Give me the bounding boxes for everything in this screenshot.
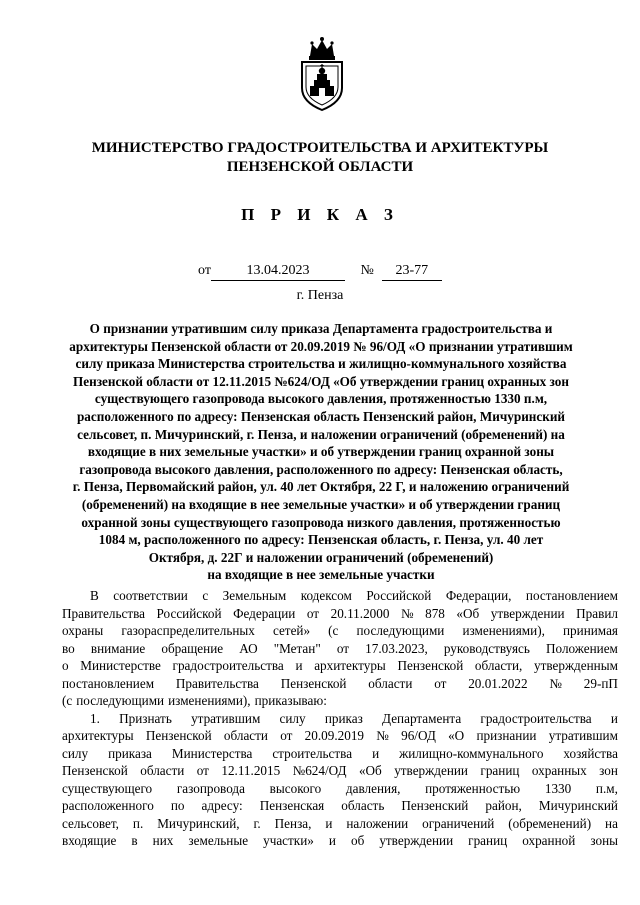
- body-text-line: [62, 797, 618, 815]
- body-word: земельные: [188, 833, 249, 848]
- body-word: г.: [253, 815, 261, 831]
- body-word: охранной: [522, 833, 576, 848]
- body-word: и: [328, 833, 336, 848]
- body-text-line: [62, 657, 618, 675]
- body-word: от: [196, 763, 209, 778]
- body-text-line: [62, 832, 618, 850]
- body-word: о: [62, 658, 69, 673]
- body-word: постановлением: [62, 675, 155, 691]
- body-word: принимая: [562, 623, 618, 638]
- body-word: 1.: [90, 710, 100, 726]
- body-word: градостроительства: [172, 658, 284, 673]
- body-text-line: [62, 605, 618, 623]
- body-word: Пензенской: [397, 658, 464, 673]
- body-word: «Об: [456, 605, 480, 621]
- body-word: приказ: [324, 710, 363, 726]
- subject-line: расположенного по адресу: Пензенская область Пензенский район, Мичуринский: [76, 408, 566, 424]
- body-word: изменениями),: [168, 693, 251, 708]
- body-word: Департамента: [382, 710, 462, 726]
- body-text-line: [62, 692, 618, 710]
- body-word: по: [170, 798, 185, 813]
- body-word: во: [62, 640, 75, 656]
- body-word: зоны: [590, 833, 618, 848]
- body-word: утверждении: [379, 833, 454, 848]
- body-text-line: [62, 780, 618, 798]
- body-word: приказа: [108, 745, 152, 761]
- body-word: Пензенской: [62, 763, 128, 778]
- body-word: Пенза,: [274, 815, 312, 831]
- body-word: жилищно-коммунального: [399, 745, 544, 761]
- subject-line: архитектуры Пензенской области от 20.09.2019 № 96/ОД «О признании утратившим: [69, 338, 573, 354]
- body-word: сельсовет,: [62, 815, 119, 831]
- body-word: расположенного: [62, 798, 154, 813]
- body-word: от: [280, 728, 293, 743]
- body-word: строительства: [272, 745, 353, 761]
- body-word: Федерации: [233, 605, 296, 621]
- body-word: постановлением: [525, 588, 618, 603]
- body-word: Федерации,: [445, 588, 512, 603]
- body-word: 96/ОД: [401, 728, 436, 743]
- body-word: Правил: [576, 605, 618, 621]
- body-text-line: [62, 622, 618, 640]
- body-word: «Об: [358, 763, 382, 778]
- body-word: газораспределительных: [121, 623, 255, 638]
- body-word: участки»: [263, 833, 314, 848]
- body-word: Министерстве: [80, 658, 161, 673]
- body-word: Правительства: [62, 605, 145, 621]
- body-word: 878: [425, 605, 445, 621]
- body-word: 1330: [544, 780, 572, 796]
- order-number: 23-77: [382, 262, 442, 281]
- body-word: утратившим: [191, 710, 261, 726]
- body-word: обращение: [161, 640, 224, 656]
- order-title: П Р И К А З: [241, 205, 399, 224]
- body-word: область: [341, 798, 385, 813]
- body-word: соответствии: [113, 588, 188, 603]
- body-text-line: [62, 640, 618, 658]
- body-text-line: [62, 587, 618, 605]
- body-text-line: [62, 710, 618, 728]
- body-word: №624/ОД: [292, 763, 347, 778]
- body-word: в: [131, 833, 138, 848]
- body-word: области,: [474, 658, 523, 673]
- body-word: кодексом: [300, 588, 352, 603]
- body-text-line: [62, 762, 618, 780]
- body-word: "Метан": [273, 640, 321, 656]
- body-word: них: [152, 833, 174, 848]
- body-word: охраны: [62, 623, 104, 638]
- body-word: сетей»: [272, 623, 311, 638]
- body-word: №: [549, 675, 562, 691]
- body-word: 29-пП: [583, 675, 618, 691]
- body-word: №: [376, 728, 389, 743]
- body-word: последующими: [356, 623, 445, 638]
- body-text-line: [62, 727, 618, 745]
- body-word: В: [90, 588, 99, 603]
- body-word: Признать: [119, 710, 172, 726]
- body-word: Пензенская: [259, 798, 325, 813]
- number-label: №: [360, 263, 374, 278]
- body-word: 12.11.2015: [221, 763, 281, 778]
- body-word: границ: [468, 833, 508, 848]
- subject-line: Октября, д. 22Г и наложении ограничений (обременений): [148, 549, 494, 565]
- body-word: существующего: [62, 780, 153, 796]
- body-word: утверждении: [490, 605, 565, 621]
- body-word: адресу:: [201, 798, 243, 813]
- order-body: [62, 587, 618, 850]
- body-word: последующими: [76, 693, 165, 708]
- body-text-line: [62, 675, 618, 693]
- subject-line: входящие в них земельные участки» и об утверждении границ охранной зоны: [87, 444, 555, 460]
- body-word: 20.09.2019: [304, 728, 365, 743]
- body-word: зон: [599, 763, 618, 778]
- body-word: хозяйства: [563, 745, 618, 761]
- body-word: внимание: [90, 640, 146, 656]
- body-word: (обременений): [508, 815, 592, 831]
- body-word: границ: [480, 763, 520, 778]
- subject-line: (обременений) на входящие в нее земельные участки» и об утверждении границ: [81, 496, 561, 512]
- subject-line: охранной зоны существующего газопровода низкого давления, протяженностью: [81, 514, 561, 530]
- subject-line: существующего газопровода высокого давления, протяженностью 1330 п.м,: [94, 391, 548, 407]
- body-word: высокого: [269, 780, 322, 796]
- body-word: наложении: [346, 815, 409, 831]
- body-word: изменениями),: [462, 623, 545, 638]
- body-word: признании: [476, 728, 537, 743]
- body-word: Мичуринский,: [157, 815, 240, 831]
- body-word: п.м,: [595, 780, 618, 796]
- subject-line: г. Пенза, Первомайский район, ул. 40 лет Октября, 22 Г, и наложению ограничений: [72, 479, 570, 495]
- body-word: силу: [62, 745, 89, 761]
- body-word: утверждении: [394, 763, 468, 778]
- body-word: от: [336, 640, 350, 656]
- body-word: (с: [328, 623, 339, 638]
- body-word: Положением: [546, 640, 618, 656]
- subject-line: газопровода высокого давления, расположенного по адресу: Пензенская область,: [79, 461, 563, 477]
- body-word: и: [610, 710, 618, 726]
- body-word: области: [140, 763, 185, 778]
- body-word: №: [400, 605, 414, 621]
- order-dateline: [198, 262, 442, 281]
- body-word: 17.03.2023,: [365, 640, 428, 656]
- body-word: Пензенский: [401, 798, 469, 813]
- body-word: (с: [62, 693, 73, 708]
- body-word: силу: [279, 710, 306, 726]
- body-word: утратившим: [548, 728, 618, 743]
- body-word: приказываю:: [254, 693, 327, 708]
- body-word: охранных: [531, 763, 587, 778]
- body-word: давления,: [345, 780, 401, 796]
- body-word: входящие: [62, 833, 117, 848]
- body-word: и: [325, 815, 333, 831]
- body-word: Министерства: [171, 745, 253, 761]
- body-word: и: [372, 745, 380, 761]
- body-word: протяженностью: [425, 780, 521, 796]
- subject-line: на входящие в нее земельные участки: [207, 567, 435, 583]
- body-word: газопровода: [176, 780, 245, 796]
- body-text-line: [62, 745, 618, 763]
- subject-line: О признании утратившим силу приказа Департамента градостроительства и: [89, 321, 553, 336]
- order-date: 13.04.2023: [211, 262, 345, 281]
- body-word: Российской: [366, 588, 432, 603]
- body-word: от: [434, 675, 447, 691]
- subject-line: сельсовет, п. Мичуринский, г. Пенза, и наложении ограничений (обременений) на: [77, 426, 565, 442]
- body-word: АО: [239, 640, 258, 656]
- subject-line: 1084 м, расположенного по адресу: Пензенская область, г. Пенза, ул. 40 лет: [98, 532, 544, 548]
- body-word: с: [202, 588, 209, 603]
- city-name: г. Пенза: [296, 288, 344, 303]
- body-word: «О: [448, 728, 465, 743]
- body-word: 20.01.2022: [468, 675, 528, 691]
- body-word: от: [306, 605, 320, 621]
- body-word: архитектуры: [62, 728, 134, 743]
- subject-line: силу приказа Министерства строительства и жилищно-коммунального хозяйства: [75, 356, 567, 372]
- body-word: руководствуясь: [443, 640, 530, 656]
- body-word: утвержденным: [533, 658, 618, 673]
- body-word: области: [368, 675, 413, 691]
- subject-line: Пензенской области от 12.11.2015 №624/ОД «Об утверждении границ охранных зон: [73, 373, 569, 389]
- body-text-line: [62, 815, 618, 833]
- body-word: на: [605, 815, 618, 831]
- body-word: Мичуринский: [538, 798, 618, 813]
- order-subject: [60, 320, 582, 584]
- body-word: градостроительства: [480, 710, 592, 726]
- body-word: Земельным: [222, 588, 287, 603]
- body-word: 20.11.2000: [330, 605, 390, 621]
- date-label: от: [198, 263, 211, 278]
- body-word: Правительства: [175, 675, 259, 691]
- body-word: район,: [485, 798, 522, 813]
- body-word: архитектуры: [314, 658, 386, 673]
- ministry-name-line-1: МИНИСТЕРСТВО ГРАДОСТРОИТЕЛЬСТВА И АРХИТЕКТУРЫ: [91, 140, 549, 156]
- ministry-name-line-2: ПЕНЗЕНСКОЙ ОБЛАСТИ: [226, 159, 414, 175]
- body-word: Пензенской: [280, 675, 347, 691]
- body-word: об: [350, 833, 365, 848]
- coat-of-arms-emblem: [296, 36, 348, 112]
- body-word: п.: [132, 815, 144, 831]
- ministry-name: [60, 139, 580, 177]
- body-word: ограничений: [422, 815, 495, 831]
- body-word: и: [295, 658, 303, 673]
- body-word: области: [223, 728, 268, 743]
- body-word: Пензенской: [145, 728, 212, 743]
- body-word: Российской: [156, 605, 222, 621]
